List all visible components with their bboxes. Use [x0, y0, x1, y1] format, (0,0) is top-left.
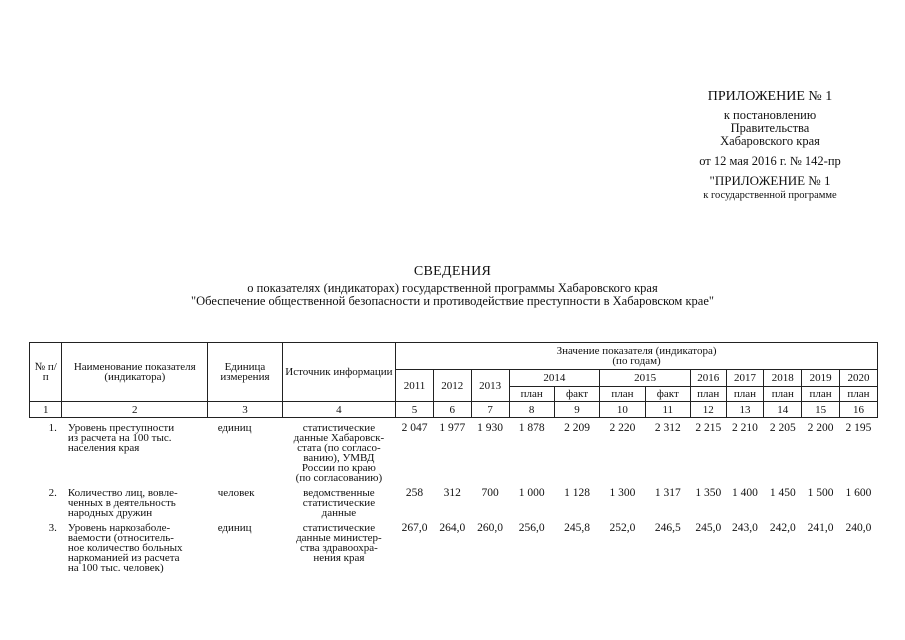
column-number-cell: 6	[433, 402, 471, 418]
appendix-title: ПРИЛОЖЕНИЕ № 1	[707, 89, 833, 104]
indicator-name-line: Уровень преступности	[67, 422, 175, 434]
indicator-name-line: ваемости (относитель-	[67, 532, 174, 544]
indicator-value: 312	[443, 487, 461, 499]
column-number-cell: 12	[690, 402, 726, 418]
column-number-cell: 4	[282, 402, 395, 418]
indicator-value: 2 210	[732, 422, 758, 434]
indicator-value: 1 930	[477, 422, 504, 434]
indicator-value: 267,0	[401, 522, 428, 534]
header-values	[396, 343, 878, 370]
header-values-title: Значение показателя (индикатора)	[556, 345, 717, 357]
document-subtitle-line2: "Обеспечение общественной безопасности и противодействие преступности в Хабаровском крае"	[191, 294, 714, 308]
appendix-region: Хабаровского края	[720, 134, 820, 148]
indicator-value: 246,5	[654, 522, 681, 534]
indicator-name	[62, 418, 208, 484]
indicator-value: 243,0	[732, 522, 758, 534]
indicator-source-line: ства здравоохра-	[299, 542, 378, 554]
indicator-value: 260,0	[477, 522, 504, 534]
header-year-2017: 2017	[726, 370, 764, 387]
table-row	[30, 483, 878, 518]
indicator-source-line: нения края	[313, 552, 365, 564]
indicator-value: 1 317	[654, 487, 681, 499]
indicator-value: 2 220	[609, 422, 636, 434]
indicator-value: 1 400	[732, 487, 758, 499]
header-name: Наименование показателя (индикатора)	[62, 343, 208, 402]
indicator-source-line: данные министер-	[296, 532, 382, 544]
header-plan: план	[802, 387, 840, 402]
column-numbers-row	[30, 402, 878, 418]
indicator-value: 2 215	[695, 422, 722, 434]
indicator-value: 240,0	[845, 522, 872, 534]
table-row	[30, 418, 878, 484]
header-plan: план	[726, 387, 764, 402]
indicator-unit: единиц	[217, 422, 252, 434]
indicator-value: 1 350	[695, 487, 722, 499]
indicator-name-line: наркоманией из расчета	[67, 552, 180, 564]
header-plan: план	[839, 387, 877, 402]
header-plan: план	[690, 387, 726, 402]
indicator-name-line: из расчета на 100 тыс.	[67, 432, 172, 444]
appendix-to-program: к государственной программе	[703, 190, 837, 201]
indicator-value: 2 312	[654, 422, 681, 434]
column-number-cell: 15	[802, 402, 840, 418]
indicator-source-line: статистические	[302, 497, 376, 509]
header-year-2012: 2012	[433, 370, 471, 402]
header-unit: Единица измерения	[208, 343, 283, 402]
column-number-cell: 7	[471, 402, 509, 418]
column-number-cell: 8	[509, 402, 554, 418]
appendix-date-number: от 12 мая 2016 г. № 142-пр	[699, 154, 841, 168]
indicator-unit: единиц	[217, 522, 252, 534]
indicator-name-line: ченных в деятельность	[67, 497, 176, 509]
indicator-value: 1 500	[807, 487, 834, 499]
indicator-unit: человек	[217, 487, 255, 499]
header-plan: план	[764, 387, 802, 402]
header-year-2013: 2013	[471, 370, 509, 402]
column-number-cell: 14	[764, 402, 802, 418]
column-number-cell: 13	[726, 402, 764, 418]
indicator-value: 1 977	[439, 422, 466, 434]
indicator-source-line: данные	[321, 507, 357, 519]
header-values-subtitle: (по годам)	[612, 355, 661, 367]
indicator-value: 2 195	[845, 422, 872, 434]
row-number: 1.	[48, 422, 57, 434]
row-number: 2.	[48, 487, 57, 499]
document-title: СВЕДЕНИЯ	[413, 264, 492, 279]
column-number-cell: 16	[839, 402, 877, 418]
indicator-source	[282, 483, 395, 518]
table-row	[30, 518, 878, 573]
header-source: Источник информации	[282, 343, 395, 402]
indicator-value: 700	[481, 487, 499, 499]
column-number-cell: 1	[30, 402, 62, 418]
indicator-name-line: ное количество больных	[67, 542, 183, 554]
header-year-2016: 2016	[690, 370, 726, 387]
appendix-title-2: "ПРИЛОЖЕНИЕ № 1	[709, 173, 831, 188]
appendix-block	[655, 90, 885, 202]
indicator-value: 1 450	[769, 487, 796, 499]
header-year-2020: 2020	[839, 370, 877, 387]
header-fact: факт	[554, 387, 599, 402]
indicator-value: 252,0	[609, 522, 636, 534]
column-number-cell: 3	[208, 402, 283, 418]
indicator-value: 2 200	[807, 422, 834, 434]
header-fact: факт	[645, 387, 690, 402]
indicator-value: 2 047	[401, 422, 428, 434]
indicator-value: 264,0	[439, 522, 466, 534]
indicators-table	[29, 342, 878, 573]
indicator-name	[62, 483, 208, 518]
indicator-source-line: (по согласованию)	[295, 472, 383, 484]
indicator-name	[62, 518, 208, 573]
indicator-name-line: на 100 тыс. человек)	[67, 562, 164, 574]
indicator-value: 2 205	[769, 422, 796, 434]
header-year-2019: 2019	[802, 370, 840, 387]
indicator-value: 1 300	[609, 487, 636, 499]
indicator-source-line: России по краю	[301, 462, 376, 474]
header-plan: план	[600, 387, 645, 402]
indicator-value: 1 878	[518, 422, 545, 434]
indicator-value: 241,0	[807, 522, 834, 534]
appendix-government: Правительства	[730, 121, 810, 135]
document-subtitle-line1: о показателях (индикаторах) государственной программы Хабаровского края	[247, 281, 658, 295]
header-plan: план	[509, 387, 554, 402]
header-year-2011: 2011	[396, 370, 434, 402]
header-year-2018: 2018	[764, 370, 802, 387]
indicator-value: 256,0	[518, 522, 545, 534]
indicator-name-line: населения края	[67, 442, 140, 454]
indicator-value: 1 600	[845, 487, 872, 499]
indicator-source-line: данные Хабаровск-	[293, 432, 385, 444]
column-number-cell: 9	[554, 402, 599, 418]
indicator-source-line: статистические	[302, 422, 376, 434]
indicator-name-line: народных дружин	[67, 507, 153, 519]
column-number-cell: 2	[62, 402, 208, 418]
table-body	[30, 418, 878, 574]
indicator-value: 1 128	[564, 487, 590, 499]
indicator-value: 1 000	[518, 487, 545, 499]
indicator-source	[282, 418, 395, 484]
column-number-cell: 5	[396, 402, 434, 418]
row-number: 3.	[48, 522, 57, 534]
column-number-cell: 11	[645, 402, 690, 418]
document-heading	[0, 265, 905, 308]
indicator-name-line: Количество лиц, вовле-	[67, 487, 178, 499]
header-year-2015: 2015	[600, 370, 691, 387]
indicator-value: 2 209	[564, 422, 590, 434]
header-num: № п/п	[30, 343, 62, 402]
indicator-source-line: ведомственные	[303, 487, 375, 499]
indicator-value: 258	[405, 487, 424, 499]
column-number-cell: 10	[600, 402, 645, 418]
header-year-2014: 2014	[509, 370, 600, 387]
indicator-source-line: стата (по согласо-	[297, 442, 381, 454]
indicator-source-line: статистические	[302, 522, 376, 534]
indicator-name-line: Уровень наркозаболе-	[67, 522, 171, 534]
indicator-source-line: ванию), УМВД	[303, 452, 375, 464]
indicator-source	[282, 518, 395, 573]
indicator-value: 245,0	[695, 522, 722, 534]
appendix-to-resolution: к постановлению	[723, 108, 817, 122]
indicator-value: 245,8	[564, 522, 590, 534]
indicator-value: 242,0	[769, 522, 796, 534]
